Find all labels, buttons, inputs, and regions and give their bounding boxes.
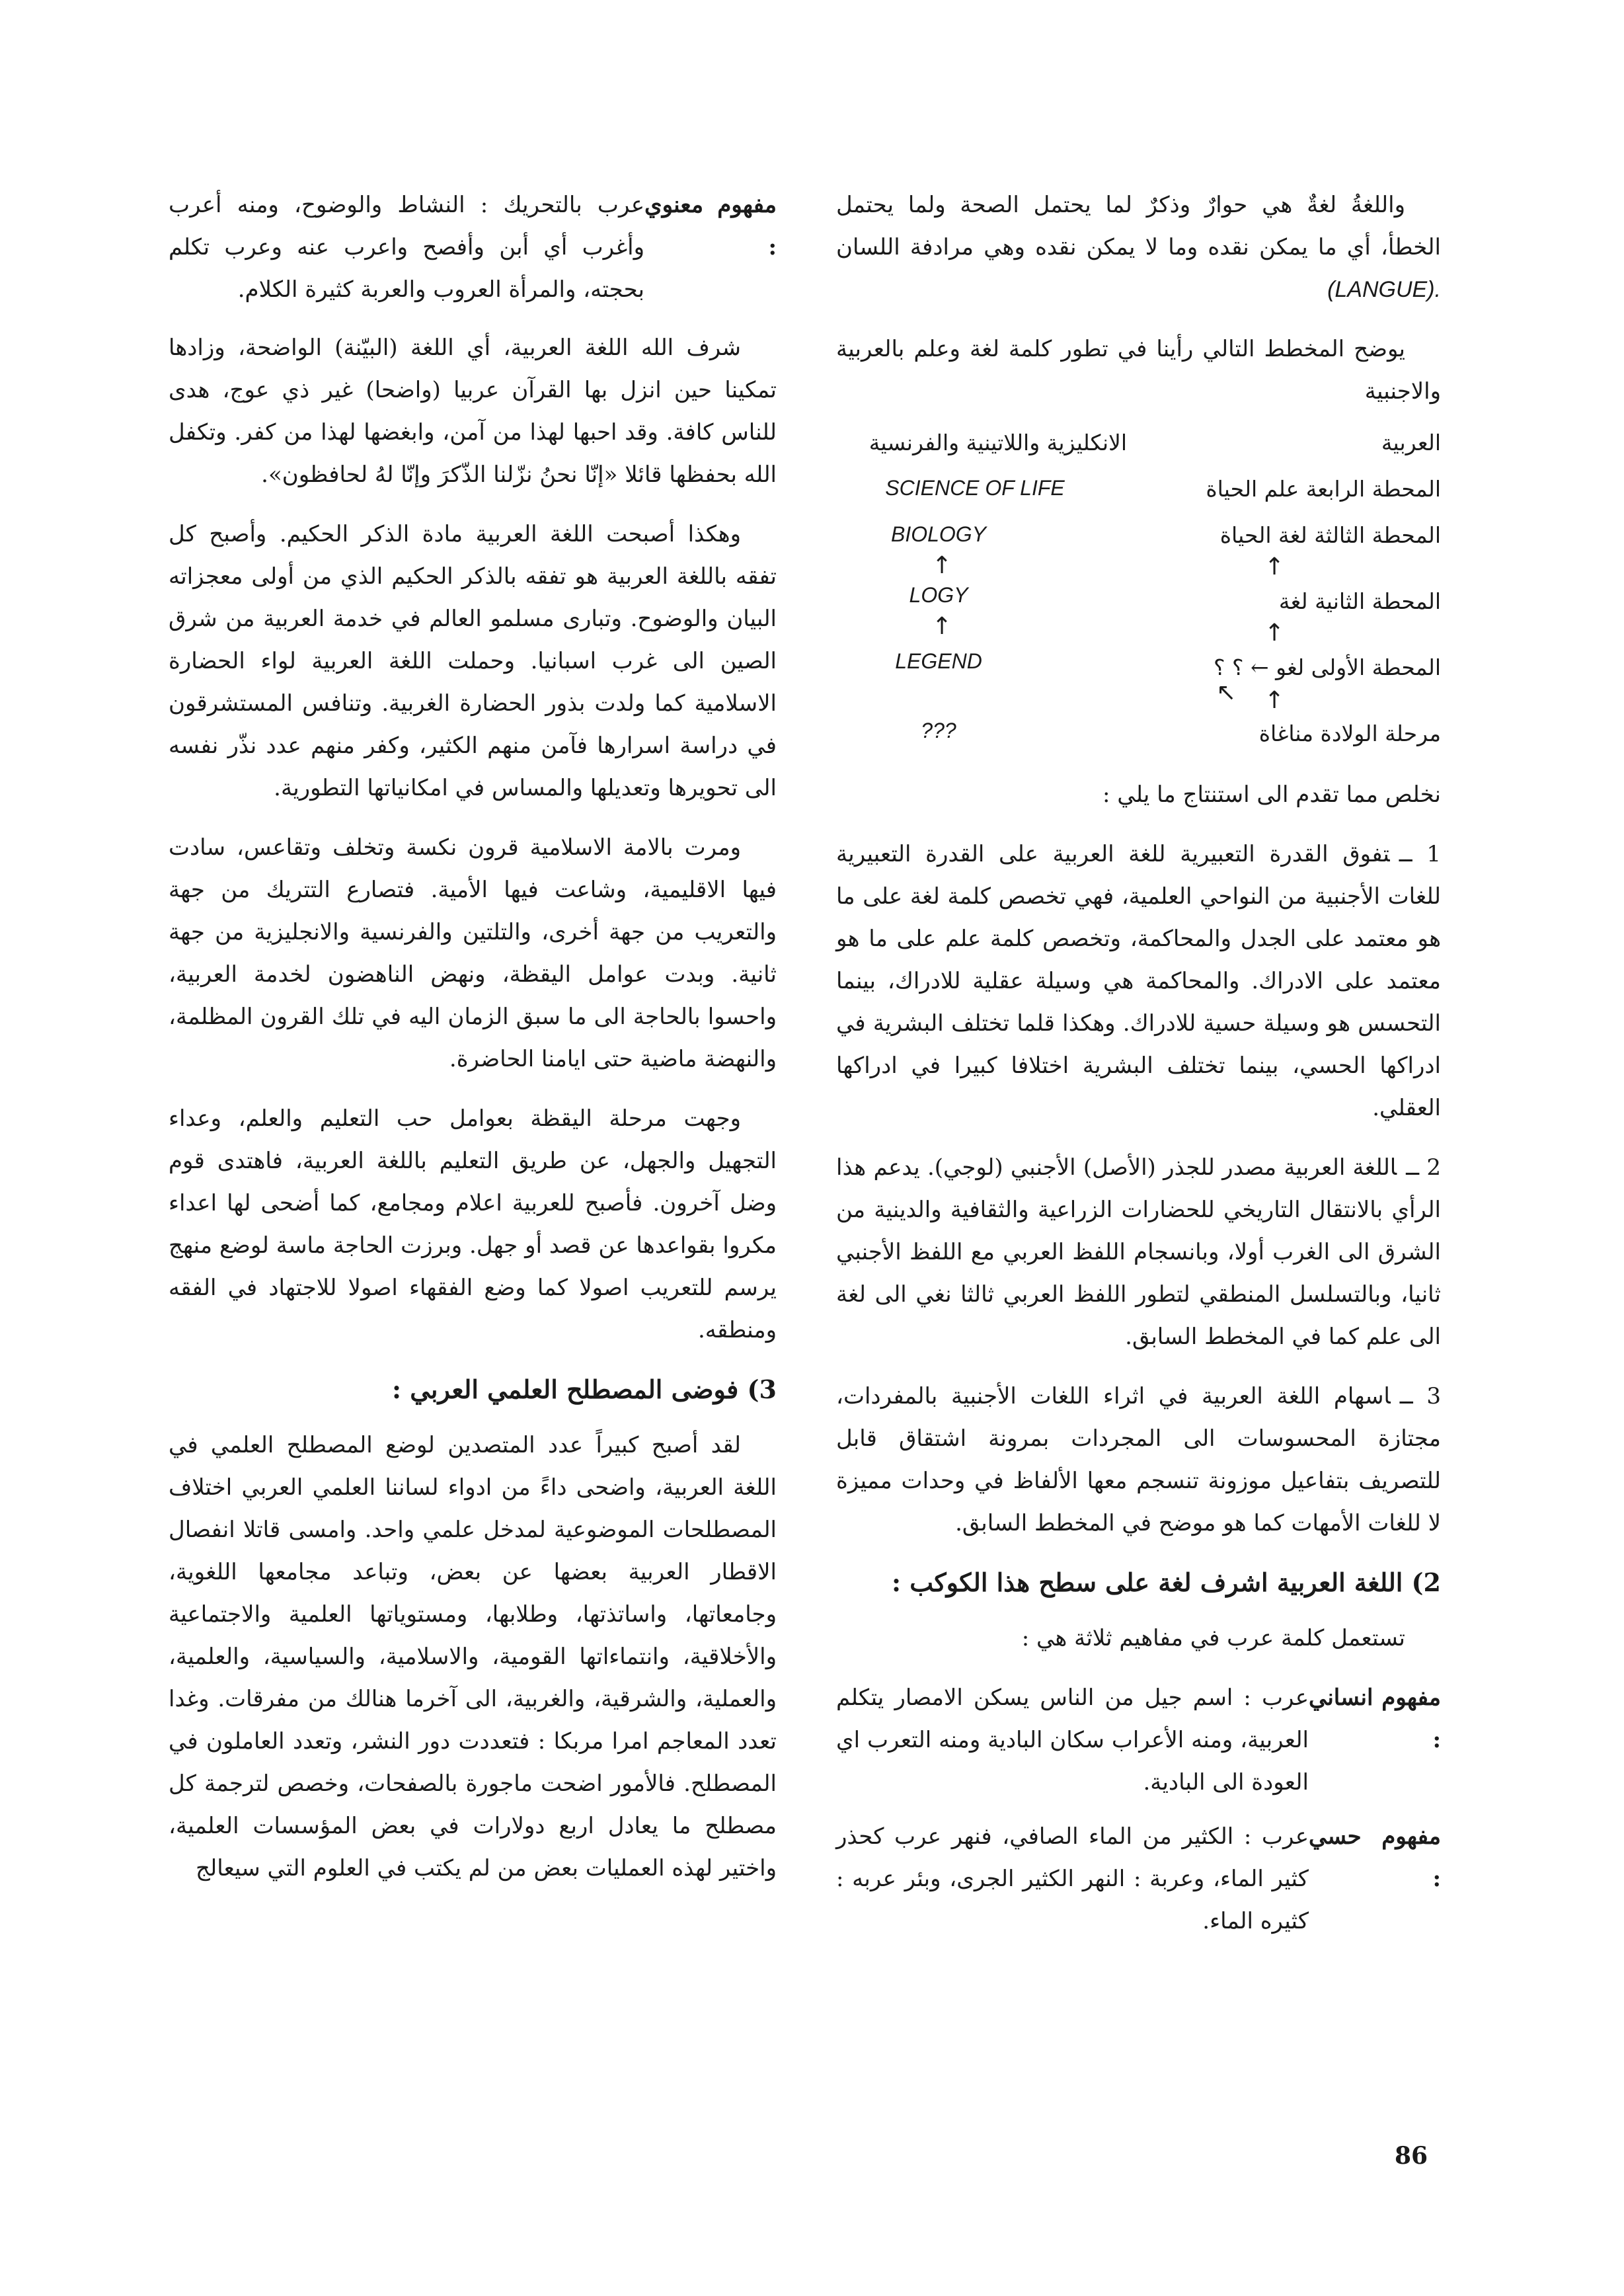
diagram-stage-3-foreign: BIOLOGY xyxy=(890,522,987,546)
diagram-stage-4-arabic: المحطة الرابعة علم الحياة xyxy=(1206,476,1441,502)
paragraph: يوضح المخطط التالي رأينا في تطور كلمة لغة وعلم بالعربية والاجنبية xyxy=(836,336,1441,405)
definition-text: عرب : اسم جيل من الناس يسكن الامصار يتكلم العربية، ومنه الأعراب سكان البادية ومنه التعرب اي العودة الى البادية. xyxy=(836,1684,1309,1796)
definition-term: مفهوم انساني : xyxy=(1309,1684,1441,1753)
up-arrow-icon: ↑ xyxy=(932,552,952,579)
diagram-stage-2-foreign: LOGY xyxy=(909,583,968,607)
numbered-item xyxy=(836,1146,1441,1358)
up-arrow-icon: ↑ xyxy=(1264,553,1285,580)
definition-term: مفهوم حسي : xyxy=(1309,1823,1441,1892)
diagram-stage-4-foreign: SCIENCE OF LIFE xyxy=(885,476,1065,500)
diagram-stage-1-foreign: LEGEND xyxy=(895,649,982,673)
section-heading: 2) اللغة العربية اشرف لغة على سطح هذا الكوكب : xyxy=(891,1567,1441,1597)
item-text: اللغة العربية مصدر للجذر (الأصل) الأجنبي (لوجي). يدعم هذا الرأي بالانتقال التاريخي للحضارات الزراعية والثقافية والدينية من الشرق الى الغرب أولا، وبانسجام اللفظ العربي مع اللفظ الأجنبي ثانيا، وبالتسلسل المنطقي لتطور اللفظ العربي ثالثا نغي الى لغة الى علم كما في المخطط السابق. xyxy=(836,1154,1441,1350)
diagram-stage-1-arabic: المحطة الأولى لغو ← ؟ ؟ xyxy=(1213,654,1441,680)
item-number: 2 ــ xyxy=(1406,1154,1441,1181)
diagram-stage-3-arabic: المحطة الثالثة لغة الحياة xyxy=(1219,522,1441,548)
paragraph-text: واللغةُ لغةٌ هي حوارٌ وذكرٌ لما يحتمل الصحة ولما يحتمل الخطأ، أي ما يمكن نقده وما لا يمكن نقده وهي مرادفة اللسان xyxy=(836,192,1441,260)
definition-text: عرب : الكثير من الماء الصافي، فنهر عرب كحذر كثير الماء، وعربة : النهر الكثير الجرى، وبئر عربه : كثيره الماء. xyxy=(836,1823,1309,1934)
up-arrow-icon: ↑ xyxy=(1264,687,1285,714)
up-arrow-icon: ↑ xyxy=(932,613,952,640)
paragraph: شرف الله اللغة العربية، أي اللغة (البيّنة) الواضحة، وزادها تمكينا حين انزل بها القرآن عربيا (واضحا) غير ذي عوج، هدى للناس كافة. وقد احبها لهذا من آمن، وابغضها لهذا من كفر. وتكفل الله بحفظها قائلا «إنّا نحنُ نزّلنا الذّكرَ وإنّا لهُ لحافظون». xyxy=(169,335,777,488)
definition-term: مفهوم معنوي : xyxy=(644,192,777,260)
paragraph: لقد أصبح كبيراً عدد المتصدين لوضع المصطلح العلمي في اللغة العربية، واضحى داءً من ادواء لساننا العلمي العربي اختلاف المصطلحات الموضوعية لمدخل علمي واحد. وامسى قاتلا انفصال الاقطار العربية بعضها عن بعض، وتباعد مجامعها اللغوية، وجامعاتها، واساتذتها، وطلابها، ومستوياتها العلمية والاجتماعية والأخلاقية، وانتماءاتها القومية، والاسلامية، والسياسية، والعلمية، والعملية، والشرقية، والغربية، الى آخرما هنالك من مفرقات. وغدا تعدد المعاجم امرا مربكا : فتعددت دور النشر، وتعدد العاملون في المصطلح. فالأمور اضحت ماجورة بالصفحات، وخصص لترجمة كل مصطلح ما يعادل اربع دولارات في بعض المؤسسات العلمية، واختير لهذه العمليات بعض من لم يكتب في العلوم التي سيعالج xyxy=(169,1432,777,1881)
paragraph: وجهت مرحلة اليقظة بعوامل حب التعليم والعلم، وعداء التجهيل والجهل، عن طريق التعليم باللغة العربية، فاهتدى قوم وضل آخرون. فأصبح للعربية اعلام ومجامع، كما أضحى لها اعداء مكروا بقواعدها عن قصد أو جهل. وبرزت الحاجة ماسة لوضع منهج يرسم للتعريب اصولا كما وضع الفقهاء اصولا للاجتهاد في الفقه ومنطقه. xyxy=(169,1105,777,1343)
left-column xyxy=(169,184,777,1907)
page-number: 86 xyxy=(1395,2142,1428,2170)
paragraph: ومرت بالامة الاسلامية قرون نكسة وتخلف وتقاعس، سادت فيها الاقليمية، وشاعت فيها الأمية. فتصارع التتريك من جهة والتعريب من جهة أخرى، والتلتين والفرنسية والانجليزية من جهة ثانية. وبدت عوامل اليقظة، ونهض الناهضون لخدمة العربية، واحسوا بالحاجة الى ما سبق الزمان اليه في تلك القرون المظلمة، والنهضة ماضية حتى ايامنا الحاضرة. xyxy=(169,834,777,1072)
numbered-item xyxy=(836,1375,1441,1544)
item-number: 1 ــ xyxy=(1399,841,1441,867)
paragraph: نخلص مما تقدم الى استنتاج ما يلي : xyxy=(1102,781,1441,808)
diagonal-arrow-icon: ↖ xyxy=(1216,679,1237,706)
diagram-stage-0-foreign: ??? xyxy=(921,719,956,742)
diagram-head-arabic: العربية xyxy=(1381,430,1441,455)
diagram-head-foreign: الانكليزية واللاتينية والفرنسية xyxy=(869,430,1127,455)
right-column xyxy=(836,184,1441,1960)
definition-item xyxy=(169,184,777,311)
paragraph: تستعمل كلمة عرب في مفاهيم ثلاثة هي : xyxy=(1021,1625,1405,1651)
definitions-list xyxy=(836,1677,1441,1942)
item-text: اسهام اللغة العربية في اثراء اللغات الأجنبية بالمفردات، مجتازة المحسوسات الى المجردات بمرونة اشتقاق قابل للتصريف بتفاعيل موزونة تنسجم معها الألفاظ في وحدات مميزة لا للغات الأمهات كما هو موضح في المخطط السابق. xyxy=(836,1383,1441,1536)
item-text: تفوق القدرة التعبيرية للغة العربية على القدرة التعبيرية للغات الأجنبية من النواحي العلمية، فهي تخصص كلمة لغة على ما هو معتمد على الجدل والمحاكمة، وتخصص كلمة علم على ما هو معتمد على الادراك. والمحاكمة هي وسيلة عقلية للادراك، بينما التحسس هو وسيلة حسية للادراك. وهكذا قلما تختلف البشرية في ادراكها الحسي، بينما تختلف البشرية اختلافا كبيرا في ادراكها العقلي. xyxy=(836,841,1441,1121)
paragraph: وهكذا أصبحت اللغة العربية مادة الذكر الحكيم. وأصبح كل تفقه باللغة العربية هو تفقه بالذكر الحكيم الذي من أولى معجزاته البيان والوضوح. وتبارى مسلمو العالم في خدمة العربية من شرق الصين الى غرب اسبانيا. وحملت اللغة العربية لواء الحضارة الاسلامية كما ولدت بذور الحضارة الغربية. وتنافس المستشرقون في دراسة اسرارها فآمن منهم الكثير، وكفر منهم عدد نذّر نفسه الى تحويرها وتعديلها والمساس في امكانياتها التطورية. xyxy=(169,521,777,801)
numbered-item xyxy=(836,833,1441,1129)
up-arrow-icon: ↑ xyxy=(1264,619,1285,647)
paragraph xyxy=(836,184,1441,311)
section-heading: 3) فوضى المصطلح العلمي العربي : xyxy=(391,1374,777,1404)
word-evolution-diagram xyxy=(836,430,1441,767)
diagram-stage-2-arabic: المحطة الثانية لغة xyxy=(1278,588,1441,614)
diagram-stage-0-arabic: مرحلة الولادة مناغاة xyxy=(1258,721,1441,746)
definition-text: عرب بالتحريك : النشاط والوضوح، ومنه أعرب وأغرب أي أبن وأفصح واعرب عنه وعرب تكلم بحجته، والمرأة العروب والعربة كثيرة الكلام. xyxy=(169,192,644,303)
definition-item xyxy=(836,1677,1441,1803)
item-number: 3 ــ xyxy=(1399,1383,1442,1409)
latin-term: (LANGUE). xyxy=(1327,277,1441,302)
definition-item xyxy=(836,1815,1441,1942)
